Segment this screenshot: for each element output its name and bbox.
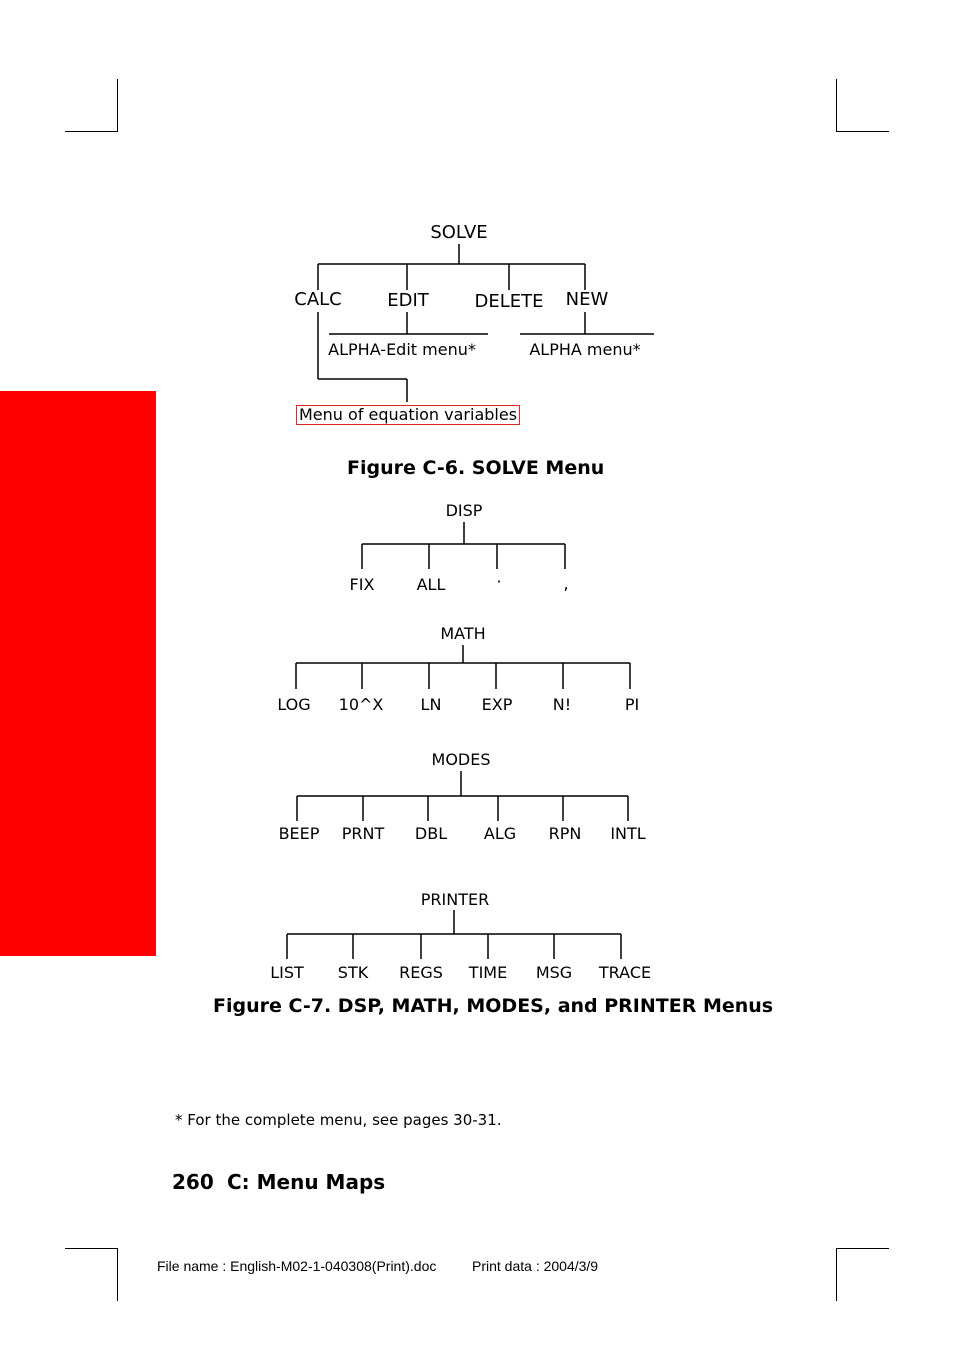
disp-item-point: · [496,572,502,591]
modes-item-dbl: DBL [414,824,448,843]
math-item-nfact: N! [552,695,572,714]
printer-root-label: PRINTER [420,890,490,909]
footnote: * For the complete menu, see pages 30-31. [175,1111,502,1129]
solve-item-calc: CALC [294,289,342,310]
printer-item-msg: MSG [535,963,573,982]
figure-c6-caption: Figure C-6. SOLVE Menu [347,457,605,479]
printer-item-time: TIME [468,963,508,982]
disp-item-all: ALL [416,575,446,594]
calc-submenu-label: Menu of equation variables [296,405,520,425]
math-item-10x: 10^X [338,695,384,714]
footer-print-date: Print data : 2004/3/9 [472,1258,599,1274]
page-number: 260 [172,1170,214,1194]
math-root-label: MATH [440,624,486,643]
math-item-log: LOG [277,695,311,714]
modes-item-beep: BEEP [278,824,320,843]
solve-item-edit: EDIT [387,290,429,311]
modes-item-intl: INTL [610,824,646,843]
printer-item-trace: TRACE [598,963,652,982]
modes-root-label: MODES [431,750,491,769]
disp-item-fix: FIX [349,575,375,594]
math-item-exp: EXP [481,695,513,714]
printer-item-list: LIST [270,963,304,982]
section-title: C: Menu Maps [227,1170,386,1194]
modes-item-rpn: RPN [548,824,582,843]
footer-file-name: File name : English-M02-1-040308(Print).doc [157,1258,437,1274]
figure-c7-caption: Figure C-7. DSP, MATH, MODES, and PRINTER Menus [213,995,774,1017]
modes-item-alg: ALG [483,824,517,843]
solve-root-label: SOLVE [430,222,488,243]
solve-item-delete: DELETE [474,291,544,312]
math-item-pi: PI [624,695,640,714]
modes-item-prnt: PRNT [341,824,385,843]
printer-item-stk: STK [337,963,369,982]
solve-item-new: NEW [565,289,609,310]
math-item-ln: LN [420,695,442,714]
printer-item-regs: REGS [399,963,443,982]
disp-root-label: DISP [445,501,483,520]
disp-item-comma: , [563,574,569,593]
new-submenu-label: ALPHA menu* [529,340,641,359]
edit-submenu-label: ALPHA-Edit menu* [328,340,476,359]
